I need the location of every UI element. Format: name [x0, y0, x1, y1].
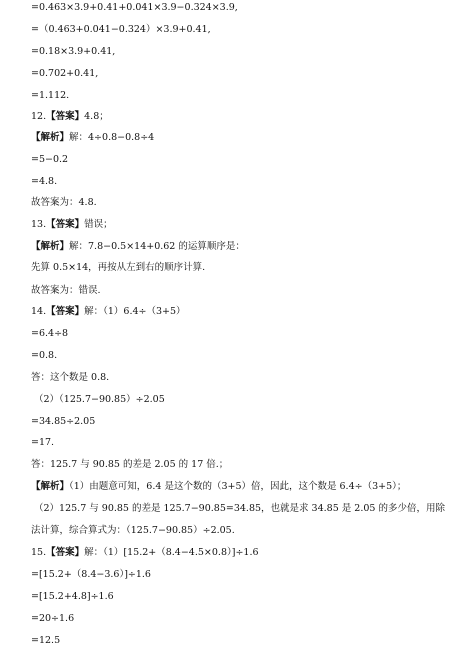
- section-label: 【答案】: [46, 547, 85, 558]
- text-line: [31, 132, 154, 144]
- text-line: [31, 285, 101, 297]
- section-label: 【解析】: [31, 132, 70, 143]
- line-text: =17.: [31, 437, 55, 448]
- text-line: [31, 219, 113, 231]
- text-line: [31, 547, 259, 559]
- text-line: [31, 2, 238, 14]
- text-line: [31, 437, 54, 449]
- text-line: [31, 241, 245, 253]
- line-text: =0.702+0.41,: [31, 68, 99, 79]
- section-label: 【解析】: [31, 481, 70, 492]
- text-line: [31, 111, 109, 123]
- section-label: 【答案】: [46, 219, 85, 230]
- line-text: （1）由题意可知，6.4 是这个数的（3+5）倍，因此，这个数是 6.4÷（3+5）；: [69, 481, 407, 492]
- text-line: [31, 262, 205, 274]
- text-line: [31, 154, 68, 166]
- text-line: [31, 591, 114, 603]
- text-line: [31, 90, 69, 102]
- line-text: （2）（125.7−90.85）÷2.05: [34, 394, 165, 405]
- line-text: 故答案为：4.8.: [31, 197, 97, 208]
- line-text: =12.5: [31, 635, 61, 646]
- line-text: 解：（1）6.4÷（3+5）: [84, 306, 186, 317]
- text-line: [31, 197, 97, 209]
- section-label: 【解析】: [31, 241, 70, 252]
- line-text: =（0.463+0.041−0.324）×3.9+0.41,: [31, 24, 211, 35]
- line-text: =0.8.: [31, 350, 58, 361]
- text-line: [31, 328, 68, 340]
- line-text: 4.8；: [84, 111, 109, 122]
- text-line: [31, 68, 98, 80]
- question-number: 13.: [31, 219, 47, 230]
- section-label: 【答案】: [46, 306, 85, 317]
- question-number: 12.: [31, 111, 47, 122]
- text-line: [31, 306, 186, 318]
- question-number: 14.: [31, 306, 47, 317]
- text-line: [31, 613, 74, 625]
- text-line: [34, 394, 165, 406]
- line-text: =6.4÷8: [31, 328, 69, 339]
- line-text: =0.463×3.9+0.41+0.041×3.9−0.324×3.9,: [31, 2, 238, 13]
- line-text: 解：（1）[15.2+（8.4−4.5×0.8）]÷1.6: [84, 547, 259, 558]
- line-text: =0.18×3.9+0.41,: [31, 46, 116, 57]
- text-line: [31, 459, 228, 471]
- text-line: [31, 525, 235, 537]
- line-text: =5−0.2: [31, 154, 69, 165]
- line-text: =4.8.: [31, 176, 58, 187]
- text-line: [31, 350, 57, 362]
- line-text: =20÷1.6: [31, 613, 75, 624]
- text-line: [31, 481, 406, 493]
- line-text: 故答案为：错误.: [31, 285, 101, 296]
- text-line: [31, 569, 151, 581]
- line-text: 答：这个数是 0.8.: [31, 372, 110, 383]
- line-text: 解：7.8−0.5×14+0.62 的运算顺序是：: [69, 241, 245, 252]
- line-text: （2）125.7 与 90.85 的差是 125.7−90.85=34.85，也就是求 34.85 是 2.05 的多少倍，用除: [34, 503, 445, 514]
- line-text: =1.112.: [31, 90, 70, 101]
- text-line: [31, 24, 211, 36]
- text-line: [31, 46, 115, 58]
- line-text: =34.85÷2.05: [31, 416, 96, 427]
- text-line: [34, 503, 445, 515]
- line-text: 法计算，综合算式为：（125.7−90.85）÷2.05.: [31, 525, 235, 536]
- section-label: 【答案】: [46, 111, 85, 122]
- line-text: 先算 0.5×14，再按从左到右的顺序计算.: [31, 262, 206, 273]
- question-number: 15.: [31, 547, 47, 558]
- line-text: =[15.2+4.8]÷1.6: [31, 591, 114, 602]
- line-text: =[15.2+（8.4−3.6）]÷1.6: [31, 569, 151, 580]
- text-line: [31, 416, 95, 428]
- line-text: 解：4÷0.8−0.8÷4: [69, 132, 155, 143]
- text-line: [31, 635, 60, 647]
- text-line: [31, 372, 109, 384]
- line-text: 答：125.7 与 90.85 的差是 2.05 的 17 倍.；: [31, 459, 229, 470]
- text-line: [31, 176, 57, 188]
- line-text: 错误；: [84, 219, 113, 230]
